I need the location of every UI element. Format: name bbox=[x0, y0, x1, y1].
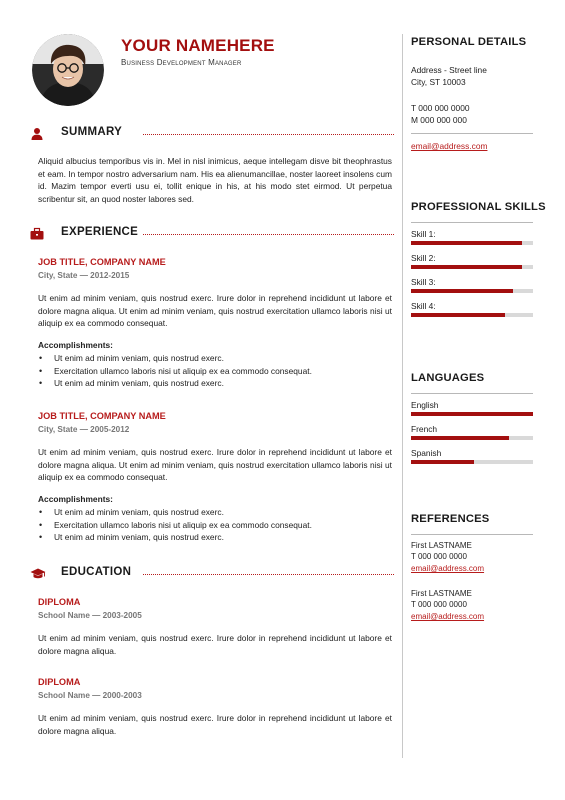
job-description: Ut enim ad minim veniam, quis nostrud exerc. Irure dolor in reprehend incididunt ut labore et dolore magna aliqua. Ut enim ad minim veniam, quis nostrud exercitation ullamco laboris nisi ut aliquip ex ea commodo consequat. bbox=[38, 447, 392, 483]
experience-heading bbox=[30, 226, 394, 242]
skill-bar bbox=[411, 265, 533, 269]
education-description: Ut enim ad minim veniam, quis nostrud exerc. Irure dolor in reprehend incididunt ut labore et dolore magna aliqua. bbox=[38, 633, 392, 656]
skill-bar-fill bbox=[411, 265, 522, 269]
column-divider bbox=[402, 34, 403, 758]
candidate-name: YOUR NAMEHERE bbox=[121, 36, 275, 55]
accomplishments-list bbox=[38, 352, 392, 390]
job-title: JOB TITLE, COMPANY NAME bbox=[38, 411, 166, 421]
skill-label: Skill 1: bbox=[411, 229, 436, 239]
job-meta: City, State — 2005-2012 bbox=[38, 425, 130, 434]
list-item: • Ut enim ad minim veniam, quis nostrud exerc. bbox=[38, 531, 392, 544]
school-meta: School Name — 2000-2003 bbox=[38, 691, 142, 700]
reference-phone: T 000 000 0000 bbox=[411, 552, 467, 561]
section-title: EXPERIENCE bbox=[61, 226, 139, 238]
skill-bar bbox=[411, 241, 533, 245]
graduation-cap-icon bbox=[30, 567, 44, 581]
reference-email[interactable]: email@address.com bbox=[411, 564, 485, 573]
email-link[interactable]: email@address.com bbox=[411, 141, 488, 151]
sidebar-rule bbox=[411, 534, 533, 535]
list-item: • Exercitation ullamco laboris nisi ut aliquip ex ea commodo consequat. bbox=[38, 365, 392, 378]
phone-t: T 000 000 0000 bbox=[411, 103, 470, 113]
job-description: Ut enim ad minim veniam, quis nostrud exerc. Irure dolor in reprehend incididunt ut labore et dolore magna aliqua. Ut enim ad minim veniam, quis nostrud exercitation ullamco laboris nisi ut aliquip ex ea commodo consequat. bbox=[38, 293, 392, 329]
reference-phone: T 000 000 0000 bbox=[411, 600, 467, 609]
phone-m: M 000 000 000 bbox=[411, 115, 467, 125]
profile-photo bbox=[32, 34, 104, 106]
education-heading bbox=[30, 566, 394, 582]
language-label: Spanish bbox=[411, 448, 442, 458]
skill-bar bbox=[411, 289, 533, 293]
reference-name: First LASTNAME bbox=[411, 589, 472, 598]
language-bar bbox=[411, 436, 533, 440]
accomplishments-label: Accomplishments: bbox=[38, 494, 113, 504]
summary-text: Aliquid albucius temporibus vis in. Mel in nisl inimicus, aeque intellegam disve bit theophrastus et eam. In tempor nostro adversarium nam. His ea alienumancillae, noster laoreet insolens cum id. Mazim tempor everti usu ei, tollit enique in his, at his modo stet eirmod. Ut perpetua scribentur sit, an quod noster labores sed. bbox=[38, 156, 392, 204]
language-label: French bbox=[411, 424, 438, 434]
section-title: EDUCATION bbox=[61, 566, 132, 578]
summary-heading bbox=[30, 126, 394, 142]
list-item: • Exercitation ullamco laboris nisi ut aliquip ex ea commodo consequat. bbox=[38, 519, 392, 532]
skill-label: Skill 2: bbox=[411, 253, 436, 263]
skill-bar bbox=[411, 313, 533, 317]
reference-name: First LASTNAME bbox=[411, 541, 472, 550]
job-title: JOB TITLE, COMPANY NAME bbox=[38, 257, 166, 267]
briefcase-icon bbox=[30, 227, 44, 241]
accomplishments-list bbox=[38, 506, 392, 544]
section-divider bbox=[143, 234, 394, 235]
language-label: English bbox=[411, 400, 439, 410]
section-divider bbox=[143, 574, 394, 575]
language-bar-fill bbox=[411, 460, 474, 464]
education-description: Ut enim ad minim veniam, quis nostrud exerc. Irure dolor in reprehend incididunt ut labore et dolore magna aliqua. bbox=[38, 713, 392, 736]
language-bar bbox=[411, 460, 533, 464]
school-meta: School Name — 2003-2005 bbox=[38, 611, 142, 620]
list-item: • Ut enim ad minim veniam, quis nostrud exerc. bbox=[38, 352, 392, 365]
accomplishments-label: Accomplishments: bbox=[38, 340, 113, 350]
language-bar-fill bbox=[411, 412, 533, 416]
language-bar bbox=[411, 412, 533, 416]
user-icon bbox=[30, 127, 44, 141]
language-bar-fill bbox=[411, 436, 509, 440]
sidebar-rule bbox=[411, 222, 533, 223]
references-heading: REFERENCES bbox=[411, 513, 490, 525]
address-line-1: Address - Street line bbox=[411, 65, 487, 75]
sidebar-rule bbox=[411, 133, 533, 134]
section-title: SUMMARY bbox=[61, 126, 123, 138]
skill-label: Skill 4: bbox=[411, 301, 436, 311]
skill-bar-fill bbox=[411, 241, 522, 245]
job-meta: City, State — 2012-2015 bbox=[38, 271, 130, 280]
list-item: • Ut enim ad minim veniam, quis nostrud exerc. bbox=[38, 377, 392, 390]
languages-heading: LANGUAGES bbox=[411, 372, 485, 384]
list-item: • Ut enim ad minim veniam, quis nostrud exerc. bbox=[38, 506, 392, 519]
address-line-2: City, ST 10003 bbox=[411, 77, 466, 87]
skill-label: Skill 3: bbox=[411, 277, 436, 287]
reference-email[interactable]: email@address.com bbox=[411, 612, 485, 621]
degree-title: DIPLOMA bbox=[38, 677, 81, 687]
skill-bar-fill bbox=[411, 313, 505, 317]
section-divider bbox=[143, 134, 394, 135]
sidebar-rule bbox=[411, 393, 533, 394]
personal-details-heading: PERSONAL DETAILS bbox=[411, 36, 527, 48]
degree-title: DIPLOMA bbox=[38, 597, 81, 607]
skills-heading: PROFESSIONAL SKILLS bbox=[411, 201, 546, 213]
candidate-title: Business Development Manager bbox=[121, 58, 242, 67]
skill-bar-fill bbox=[411, 289, 513, 293]
